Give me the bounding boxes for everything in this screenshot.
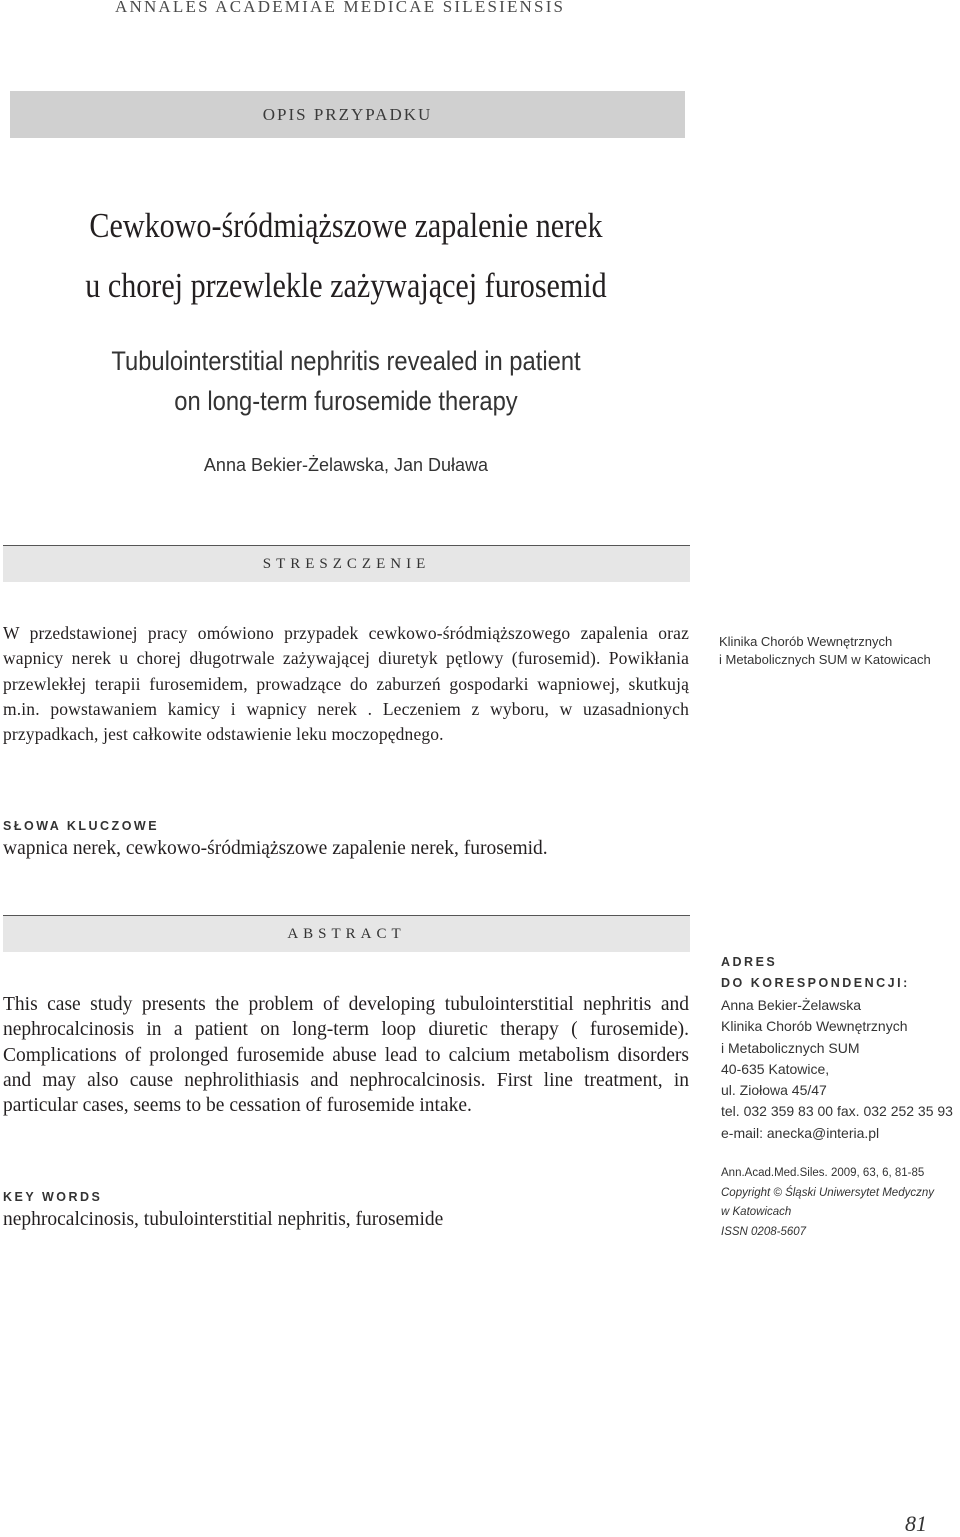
correspondence-address [721, 995, 953, 1144]
corr-line-city: 40-635 Katowice, [721, 1060, 830, 1077]
title-pl-line-1: Cewkowo-śródmiąższowe zapalenie nerek [89, 206, 603, 245]
corr-line-street: ul. Ziołowa 45/47 [721, 1082, 827, 1099]
correspondence-label-2: DO KORESPONDENCJI: [721, 976, 910, 990]
key-words-label: KEY WORDS [3, 1190, 103, 1204]
affiliation-line-1: Klinika Chorób Wewnętrznych [719, 634, 893, 649]
citation-copyright-2: w Katowicach [721, 1206, 792, 1218]
citation-issn: ISSN 0208-5607 [721, 1225, 807, 1238]
streszczenie-text: W przedstawionej pracy omówiono przypadek cewkowo-śródmiąższowego zapalenia oraz wapnicy nerek u chorej długotrwale zażywającej diuretyk pętlowy (furosemid). Powikłania przewlekłej terapii furosemidem, prowadzące do zaburzeń gospodarki wapniowej, skutkują m.in. powstawaniem kamicy i wapnicy nerek . Leczeniem z wyboru, w uzasadnionych przypadkach, jest całkowite odstawienie leku moczopędnego. [3, 623, 689, 745]
journal-name: ANNALES ACADEMIAE MEDICAE SILESIENSIS [115, 0, 566, 16]
citation-ref: Ann.Acad.Med.Siles. 2009, 63, 6, 81-85 [721, 1167, 925, 1179]
authors: Anna Bekier-Żelawska, Jan Duława [203, 455, 489, 475]
corr-line-email[interactable]: e-mail: anecka@interia.pl [721, 1124, 880, 1141]
page-number: 81 [905, 1511, 927, 1536]
corr-line-clinic-2: i Metabolicznych SUM [721, 1039, 860, 1056]
title-en-line-1: Tubulointerstitial nephritis revealed in patient [111, 346, 581, 376]
correspondence-label-1: ADRES [721, 955, 778, 969]
title-pl-line-2: u chorej przewlekle zażywającej furosemid [85, 266, 607, 305]
citation-block [721, 1164, 934, 1242]
citation-copyright-1: Copyright © Śląski Uniwersytet Medyczny [721, 1186, 934, 1199]
abstract-text: This case study presents the problem of developing tubulointerstitial nephritis and nephrocalcinosis in a patient on long-term loop diuretic therapy ( furosemide). Complications of prolonged furosemide abuse lead to calcium metabolism disorders and may also cause nephrolithiasis and nephrocalcinosis. First line treatment, in particular cases, seems to be cessation of furosemide intake. [3, 994, 689, 1117]
abstract-heading: ABSTRACT [287, 925, 406, 942]
streszczenie-heading: STRESZCZENIE [262, 555, 431, 572]
section-bar [10, 91, 685, 138]
abstract-heading-box [3, 915, 690, 952]
corr-line-clinic: Klinika Chorób Wewnętrznych [721, 1018, 908, 1035]
slowa-kluczowe-label: SŁOWA KLUCZOWE [3, 819, 160, 833]
corr-line-phone: tel. 032 359 83 00 fax. 032 252 35 93 [721, 1103, 953, 1120]
section-label: OPIS PRZYPADKU [262, 104, 433, 124]
affiliation [719, 633, 931, 669]
article-title-polish [48, 196, 643, 316]
affiliation-line-2: i Metabolicznych SUM w Katowicach [719, 652, 931, 667]
key-words-text: nephrocalcinosis, tubulointerstitial nephritis, furosemide [3, 1209, 444, 1230]
slowa-kluczowe-text: wapnica nerek, cewkowo-śródmiąższowe zapalenie nerek, furosemid. [3, 838, 548, 859]
streszczenie-heading-box [3, 545, 690, 582]
corr-line-name: Anna Bekier-Żelawska [721, 997, 862, 1013]
article-title-english [42, 341, 651, 421]
title-en-line-2: on long-term furosemide therapy [174, 386, 518, 416]
